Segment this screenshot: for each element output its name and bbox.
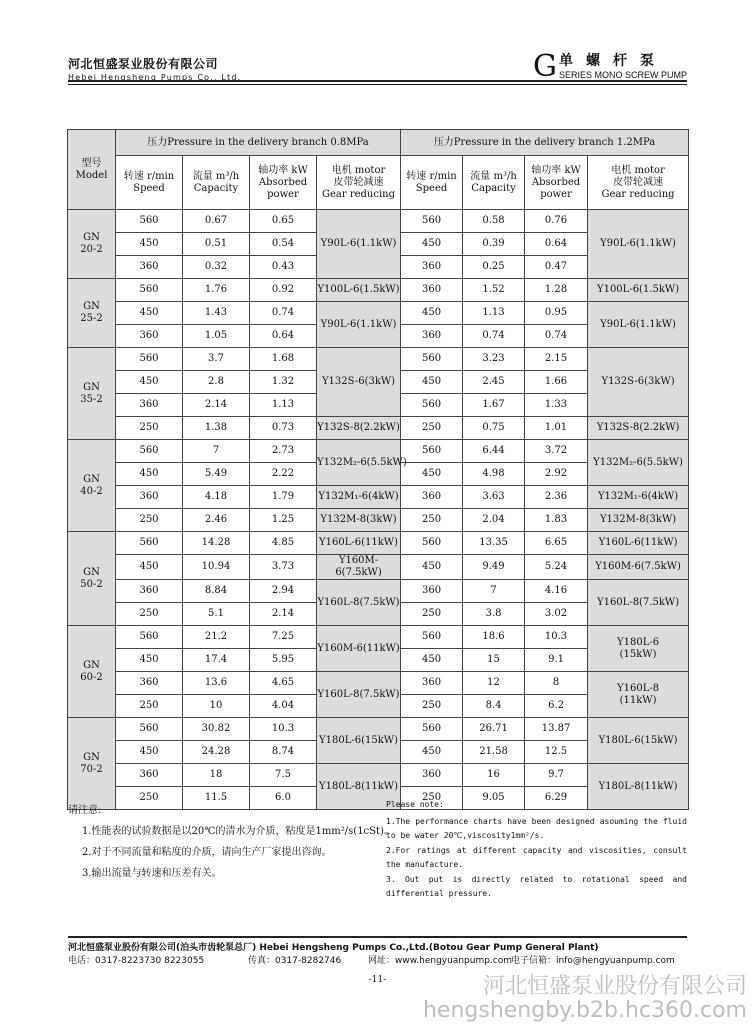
footer-divider bbox=[68, 936, 687, 938]
capacity-cell: 2.46 bbox=[183, 509, 250, 532]
motor-cell: Y160L-6(11kW) bbox=[588, 532, 689, 555]
speed-cell: 360 bbox=[401, 279, 463, 302]
speed-cell: 360 bbox=[116, 394, 183, 417]
capacity-cell: 5.49 bbox=[183, 463, 250, 486]
speed-cell: 450 bbox=[401, 463, 463, 486]
power-cell: 6.0 bbox=[250, 787, 317, 810]
pressure-group-2-header: 压力Pressure in the delivery branch 1.2MPa bbox=[401, 130, 689, 156]
notes-en-item: 2.For ratings at different capacity and viscosities, consult the manufacture. bbox=[386, 845, 687, 869]
power-cell: 8.74 bbox=[250, 741, 317, 764]
speed-cell: 560 bbox=[116, 718, 183, 741]
power-cell: 6.2 bbox=[525, 695, 588, 718]
motor-cell: Y132M₂-6(5.5kW) bbox=[588, 440, 689, 486]
motor-header: 电机 motor 皮带轮减速 Gear reducing bbox=[588, 156, 689, 210]
speed-cell: 450 bbox=[401, 555, 463, 580]
power-cell: 1.01 bbox=[525, 417, 588, 440]
speed-cell: 250 bbox=[116, 695, 183, 718]
capacity-cell: 7 bbox=[463, 580, 525, 603]
speed-cell: 450 bbox=[116, 302, 183, 325]
performance-table bbox=[67, 129, 689, 810]
speed-cell: 360 bbox=[401, 580, 463, 603]
motor-cell: Y180L-8(11kW) bbox=[588, 764, 689, 810]
model-cell: GN 70-2 bbox=[68, 718, 116, 810]
motor-header: 电机 motor 皮带轮减速 Gear reducing bbox=[317, 156, 401, 210]
motor-cell: Y160L-8 (11kW) bbox=[588, 672, 689, 718]
model-cell: GN 25-2 bbox=[68, 279, 116, 348]
power-cell: 3.02 bbox=[525, 603, 588, 626]
capacity-cell: 1.67 bbox=[463, 394, 525, 417]
notes-chinese bbox=[68, 800, 394, 884]
capacity-cell: 18.6 bbox=[463, 626, 525, 649]
capacity-cell: 1.76 bbox=[183, 279, 250, 302]
speed-cell: 560 bbox=[401, 532, 463, 555]
capacity-cell: 1.43 bbox=[183, 302, 250, 325]
notes-cn-item: 3.输出流量与转速和压差有关。 bbox=[82, 868, 222, 879]
notes-english bbox=[386, 798, 687, 902]
capacity-cell: 26.71 bbox=[463, 718, 525, 741]
power-cell: 0.65 bbox=[250, 210, 317, 233]
power-cell: 3.73 bbox=[250, 555, 317, 580]
speed-cell: 560 bbox=[401, 394, 463, 417]
capacity-cell: 3.63 bbox=[463, 486, 525, 509]
power-cell: 4.04 bbox=[250, 695, 317, 718]
power-cell: 1.13 bbox=[250, 394, 317, 417]
capacity-cell: 2.45 bbox=[463, 371, 525, 394]
table-row bbox=[68, 348, 689, 371]
power-cell: 1.25 bbox=[250, 509, 317, 532]
power-cell: 9.1 bbox=[525, 649, 588, 672]
speed-cell: 360 bbox=[401, 325, 463, 348]
capacity-cell: 21.2 bbox=[183, 626, 250, 649]
motor-cell: Y160L-8(7.5kW) bbox=[588, 580, 689, 626]
motor-cell: Y132S-8(2.2kW) bbox=[588, 417, 689, 440]
power-cell: 1.33 bbox=[525, 394, 588, 417]
capacity-cell: 1.05 bbox=[183, 325, 250, 348]
motor-cell: Y160L-6(11kW) bbox=[317, 532, 401, 555]
capacity-cell: 1.13 bbox=[463, 302, 525, 325]
table-row bbox=[68, 279, 689, 302]
capacity-cell: 3.7 bbox=[183, 348, 250, 371]
speed-cell: 560 bbox=[116, 348, 183, 371]
capacity-cell: 17.4 bbox=[183, 649, 250, 672]
watermark-line-2: hengshengby.b2b.hc360.com bbox=[422, 998, 747, 1023]
capacity-cell: 16 bbox=[463, 764, 525, 787]
model-cell: GN 40-2 bbox=[68, 440, 116, 532]
notes-cn-title: 请注意: bbox=[68, 805, 102, 816]
capacity-cell: 0.75 bbox=[463, 417, 525, 440]
capacity-cell: 24.28 bbox=[183, 741, 250, 764]
capacity-cell: 21.58 bbox=[463, 741, 525, 764]
model-header: 型号 Model bbox=[68, 130, 116, 210]
speed-cell: 250 bbox=[401, 417, 463, 440]
motor-cell: Y180L-6 (15kW) bbox=[588, 626, 689, 672]
motor-cell: Y180L-6(15kW) bbox=[317, 718, 401, 764]
power-cell: 8 bbox=[525, 672, 588, 695]
power-cell: 1.68 bbox=[250, 348, 317, 371]
capacity-cell: 4.18 bbox=[183, 486, 250, 509]
power-cell: 0.76 bbox=[525, 210, 588, 233]
motor-cell: Y180L-6(15kW) bbox=[588, 718, 689, 764]
motor-cell: Y160L-8(7.5kW) bbox=[317, 580, 401, 626]
notes-cn-item: 2.对于不同流量和粘度的介质，请向生产厂家提出咨询。 bbox=[82, 847, 332, 858]
logo-letter: G bbox=[532, 49, 557, 84]
speed-cell: 360 bbox=[116, 764, 183, 787]
speed-cell: 560 bbox=[116, 532, 183, 555]
table-row bbox=[68, 555, 689, 580]
footer-website: 网址：www.hengyuanpump.com bbox=[368, 956, 513, 966]
speed-cell: 560 bbox=[116, 210, 183, 233]
power-cell: 2.36 bbox=[525, 486, 588, 509]
capacity-header: 流量 m³/h Capacity bbox=[183, 156, 250, 210]
motor-cell: Y132M₁-6(4kW) bbox=[317, 486, 401, 509]
speed-cell: 250 bbox=[401, 509, 463, 532]
speed-cell: 450 bbox=[401, 371, 463, 394]
power-cell: 1.28 bbox=[525, 279, 588, 302]
company-name-en: Hebei Hengsheng Pumps Co., Ltd. bbox=[68, 73, 242, 82]
series-title-cn: 单螺杆泵 bbox=[558, 53, 667, 69]
model-cell: GN 50-2 bbox=[68, 532, 116, 626]
speed-cell: 360 bbox=[401, 256, 463, 279]
power-cell: 0.43 bbox=[250, 256, 317, 279]
power-cell: 3.72 bbox=[525, 440, 588, 463]
series-title-en: SERIES MONO SCREW PUMP bbox=[558, 70, 687, 80]
motor-cell: Y160L-8(7.5kW) bbox=[317, 672, 401, 718]
notes-cn-item: 1.性能表的试验数据是以20℃的清水为介质，粘度是1mm²/s(1cSt)。 bbox=[82, 826, 394, 837]
speed-header: 转速 r/min Speed bbox=[401, 156, 463, 210]
model-cell: GN 20-2 bbox=[68, 210, 116, 279]
speed-cell: 250 bbox=[401, 695, 463, 718]
power-header: 轴功率 kW Absorbed power bbox=[525, 156, 588, 210]
table-row bbox=[68, 302, 689, 325]
motor-cell: Y160M-6(7.5kW) bbox=[317, 555, 401, 580]
power-cell: 10.3 bbox=[250, 718, 317, 741]
power-cell: 7.25 bbox=[250, 626, 317, 649]
capacity-cell: 6.44 bbox=[463, 440, 525, 463]
capacity-cell: 0.67 bbox=[183, 210, 250, 233]
power-cell: 0.92 bbox=[250, 279, 317, 302]
capacity-cell: 14.28 bbox=[183, 532, 250, 555]
capacity-cell: 12 bbox=[463, 672, 525, 695]
capacity-cell: 15 bbox=[463, 649, 525, 672]
notes-en-item: 3. Out put is directly related to rotational speed and differential pressure. bbox=[386, 874, 687, 898]
speed-cell: 360 bbox=[401, 672, 463, 695]
table-row bbox=[68, 417, 689, 440]
page-number: -11- bbox=[368, 975, 387, 985]
speed-cell: 250 bbox=[401, 603, 463, 626]
capacity-cell: 10.94 bbox=[183, 555, 250, 580]
capacity-cell: 2.8 bbox=[183, 371, 250, 394]
speed-cell: 360 bbox=[116, 580, 183, 603]
power-cell: 0.54 bbox=[250, 233, 317, 256]
capacity-cell: 1.52 bbox=[463, 279, 525, 302]
footer-company: 河北恒盛泵业股份有限公司(泊头市齿轮泵总厂) Hebei Hengsheng Pumps Co.,Ltd.(Botou Gear Pump General Plant) bbox=[68, 943, 599, 953]
table-row bbox=[68, 486, 689, 509]
speed-cell: 560 bbox=[116, 440, 183, 463]
power-cell: 2.14 bbox=[250, 603, 317, 626]
power-cell: 0.64 bbox=[250, 325, 317, 348]
power-cell: 6.65 bbox=[525, 532, 588, 555]
speed-cell: 450 bbox=[116, 371, 183, 394]
capacity-cell: 0.51 bbox=[183, 233, 250, 256]
motor-cell: Y132M₁-6(4kW) bbox=[588, 486, 689, 509]
capacity-cell: 5.1 bbox=[183, 603, 250, 626]
capacity-cell: 4.98 bbox=[463, 463, 525, 486]
motor-cell: Y160M-6(11kW) bbox=[317, 626, 401, 672]
speed-cell: 360 bbox=[116, 325, 183, 348]
power-cell: 9.7 bbox=[525, 764, 588, 787]
motor-cell: Y132S-6(3kW) bbox=[588, 348, 689, 417]
table-row bbox=[68, 672, 689, 695]
motor-cell: Y180L-8(11kW) bbox=[317, 764, 401, 810]
speed-cell: 360 bbox=[401, 764, 463, 787]
power-cell: 5.95 bbox=[250, 649, 317, 672]
table-row bbox=[68, 210, 689, 233]
speed-cell: 560 bbox=[401, 210, 463, 233]
capacity-cell: 13.35 bbox=[463, 532, 525, 555]
model-cell: GN 60-2 bbox=[68, 626, 116, 718]
power-cell: 10.3 bbox=[525, 626, 588, 649]
speed-header: 转速 r/min Speed bbox=[116, 156, 183, 210]
power-header: 轴功率 kW Absorbed power bbox=[250, 156, 317, 210]
power-cell: 7.5 bbox=[250, 764, 317, 787]
speed-cell: 360 bbox=[401, 486, 463, 509]
capacity-cell: 3.23 bbox=[463, 348, 525, 371]
table-row bbox=[68, 440, 689, 463]
power-cell: 2.73 bbox=[250, 440, 317, 463]
notes-en-title: Please note: bbox=[386, 800, 444, 809]
capacity-cell: 7 bbox=[183, 440, 250, 463]
motor-cell: Y132S-8(2.2kW) bbox=[317, 417, 401, 440]
pressure-group-1-header: 压力Pressure in the delivery branch 0.8MPa bbox=[116, 130, 401, 156]
speed-cell: 450 bbox=[116, 233, 183, 256]
speed-cell: 250 bbox=[116, 603, 183, 626]
capacity-cell: 0.74 bbox=[463, 325, 525, 348]
power-cell: 2.94 bbox=[250, 580, 317, 603]
speed-cell: 450 bbox=[401, 649, 463, 672]
speed-cell: 250 bbox=[116, 417, 183, 440]
table-row bbox=[68, 509, 689, 532]
table-row bbox=[68, 626, 689, 649]
speed-cell: 560 bbox=[116, 626, 183, 649]
speed-cell: 560 bbox=[401, 718, 463, 741]
power-cell: 1.66 bbox=[525, 371, 588, 394]
notes-en-item: 1.The performance charts have been designed asouming the fluid to be water 20℃,viscosity1mm²/s. bbox=[386, 816, 687, 840]
power-cell: 1.83 bbox=[525, 509, 588, 532]
power-cell: 4.16 bbox=[525, 580, 588, 603]
capacity-cell: 9.49 bbox=[463, 555, 525, 580]
model-cell: GN 35-2 bbox=[68, 348, 116, 440]
capacity-cell: 3.8 bbox=[463, 603, 525, 626]
capacity-cell: 9.05 bbox=[463, 787, 525, 810]
power-cell: 4.85 bbox=[250, 532, 317, 555]
table-row bbox=[68, 580, 689, 603]
speed-cell: 250 bbox=[116, 787, 183, 810]
power-cell: 2.92 bbox=[525, 463, 588, 486]
company-name-cn: 河北恒盛泵业股份有限公司 bbox=[68, 57, 219, 71]
header-company bbox=[68, 55, 241, 82]
table-row bbox=[68, 532, 689, 555]
capacity-cell: 13.6 bbox=[183, 672, 250, 695]
footer-email: 电子信箱：info@hengyuanpump.com bbox=[511, 956, 675, 966]
speed-cell: 450 bbox=[116, 463, 183, 486]
power-cell: 0.73 bbox=[250, 417, 317, 440]
motor-cell: Y90L-6(1.1kW) bbox=[588, 302, 689, 348]
capacity-cell: 0.39 bbox=[463, 233, 525, 256]
power-cell: 2.22 bbox=[250, 463, 317, 486]
motor-cell: Y90L-6(1.1kW) bbox=[588, 210, 689, 279]
speed-cell: 450 bbox=[401, 741, 463, 764]
power-cell: 1.79 bbox=[250, 486, 317, 509]
watermark-line-1: 河北恒盛泵业股份有限公司 bbox=[482, 974, 747, 999]
power-cell: 0.47 bbox=[525, 256, 588, 279]
power-cell: 2.15 bbox=[525, 348, 588, 371]
header-divider-thin bbox=[68, 84, 687, 85]
header-divider bbox=[68, 80, 687, 82]
power-cell: 12.5 bbox=[525, 741, 588, 764]
footer-fax: 传真：0317-8282746 bbox=[248, 956, 342, 966]
motor-cell: Y90L-6(1.1kW) bbox=[317, 210, 401, 279]
footer-tel: 电话：0317-8223730 8223055 bbox=[68, 956, 205, 966]
capacity-cell: 1.38 bbox=[183, 417, 250, 440]
capacity-cell: 0.25 bbox=[463, 256, 525, 279]
speed-cell: 560 bbox=[401, 626, 463, 649]
power-cell: 1.32 bbox=[250, 371, 317, 394]
motor-cell: Y160M-6(7.5kW) bbox=[588, 555, 689, 580]
capacity-cell: 8.84 bbox=[183, 580, 250, 603]
power-cell: 4.65 bbox=[250, 672, 317, 695]
speed-cell: 560 bbox=[116, 279, 183, 302]
capacity-cell: 30.82 bbox=[183, 718, 250, 741]
speed-cell: 250 bbox=[401, 787, 463, 810]
capacity-cell: 0.58 bbox=[463, 210, 525, 233]
speed-cell: 560 bbox=[401, 348, 463, 371]
watermark bbox=[423, 975, 747, 1023]
capacity-cell: 2.14 bbox=[183, 394, 250, 417]
capacity-cell: 11.5 bbox=[183, 787, 250, 810]
power-cell: 0.74 bbox=[250, 302, 317, 325]
capacity-cell: 0.32 bbox=[183, 256, 250, 279]
motor-cell: Y132M-8(3kW) bbox=[317, 509, 401, 532]
power-cell: 0.95 bbox=[525, 302, 588, 325]
speed-cell: 360 bbox=[116, 672, 183, 695]
capacity-cell: 2.04 bbox=[463, 509, 525, 532]
speed-cell: 450 bbox=[401, 233, 463, 256]
power-cell: 5.24 bbox=[525, 555, 588, 580]
speed-cell: 450 bbox=[116, 741, 183, 764]
capacity-cell: 8.4 bbox=[463, 695, 525, 718]
speed-cell: 450 bbox=[401, 302, 463, 325]
speed-cell: 450 bbox=[116, 555, 183, 580]
motor-cell: Y100L-6(1.5kW) bbox=[588, 279, 689, 302]
power-cell: 0.64 bbox=[525, 233, 588, 256]
capacity-cell: 10 bbox=[183, 695, 250, 718]
motor-cell: Y132M-8(3kW) bbox=[588, 509, 689, 532]
motor-cell: Y100L-6(1.5kW) bbox=[317, 279, 401, 302]
speed-cell: 560 bbox=[401, 440, 463, 463]
series-logo bbox=[532, 49, 687, 84]
speed-cell: 450 bbox=[116, 649, 183, 672]
motor-cell: Y132S-6(3kW) bbox=[317, 348, 401, 417]
capacity-header: 流量 m³/h Capacity bbox=[463, 156, 525, 210]
motor-cell: Y132M₂-6(5.5kW) bbox=[317, 440, 401, 486]
power-cell: 6.29 bbox=[525, 787, 588, 810]
capacity-cell: 18 bbox=[183, 764, 250, 787]
table-row bbox=[68, 764, 689, 787]
speed-cell: 360 bbox=[116, 256, 183, 279]
speed-cell: 250 bbox=[116, 509, 183, 532]
power-cell: 13.87 bbox=[525, 718, 588, 741]
table-row bbox=[68, 718, 689, 741]
speed-cell: 360 bbox=[116, 486, 183, 509]
power-cell: 0.74 bbox=[525, 325, 588, 348]
motor-cell: Y90L-6(1.1kW) bbox=[317, 302, 401, 348]
